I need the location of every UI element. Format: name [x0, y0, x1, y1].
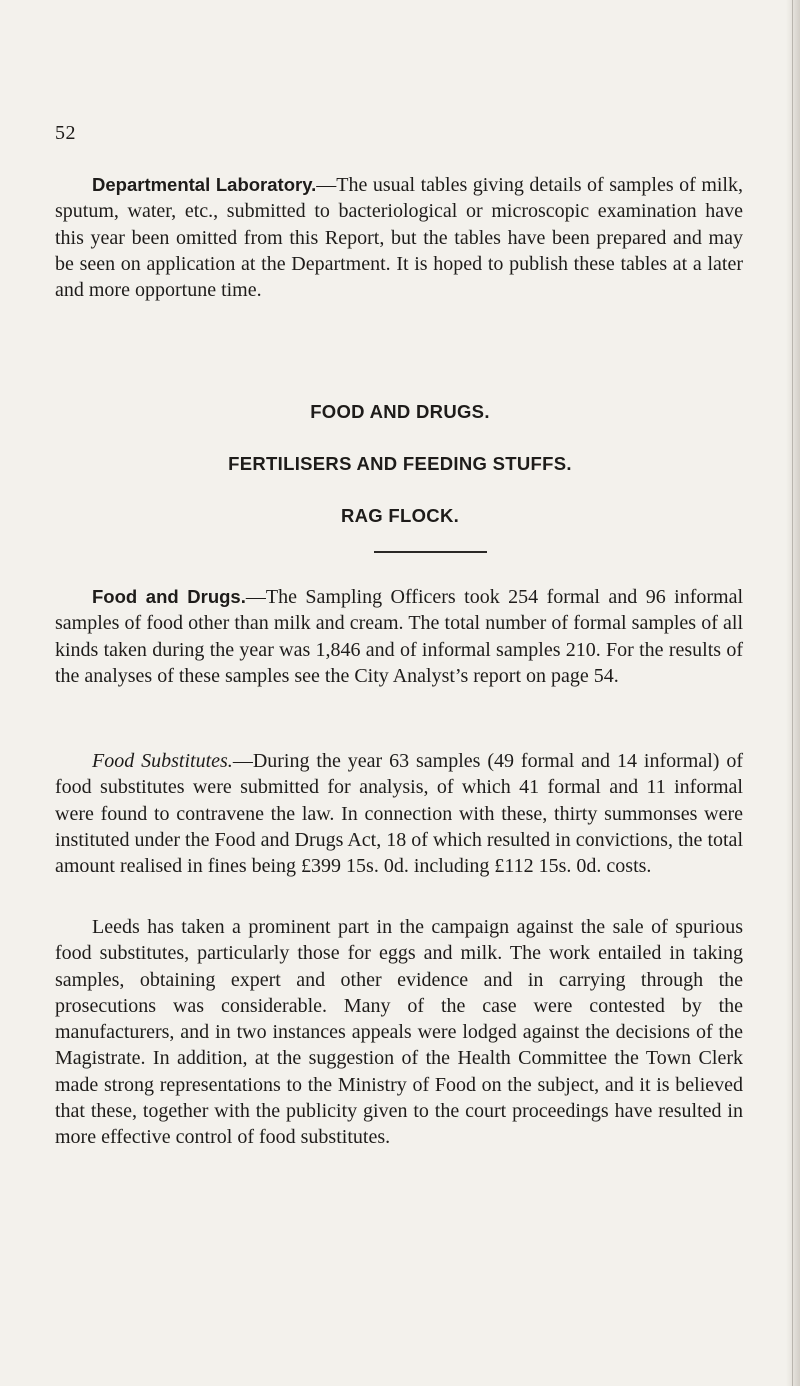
food-substitutes-heading: Food Substitutes.	[92, 750, 233, 772]
page-number: 52	[55, 122, 76, 144]
food-and-drugs-paragraph	[55, 584, 743, 689]
departmental-laboratory-text: —The usual tables giving details of samples of milk, sputum, water, etc., submitted to bacteriological or microscopic examination have this year been omitted from this Report, but the tables have been prepared and may be seen on application at the Department. It is hoped to publish these tables at a later and more opportune time.	[55, 174, 743, 302]
section-title-rag-flock: RAG FLOCK.	[340, 505, 460, 526]
departmental-laboratory-paragraph	[55, 172, 743, 303]
food-and-drugs-heading: Food and Drugs.	[92, 586, 246, 607]
section-title-food-and-drugs: FOOD AND DRUGS.	[310, 401, 490, 422]
section-divider	[374, 551, 487, 553]
leeds-paragraph: Leeds has taken a prominent part in the campaign against the sale of spurious food substitutes, particularly those for eggs and milk. The work entailed in taking samples, obtaining expert and other evidence and in carrying through the prosecutions was considerable. Many of the case were contested by the manufacturers, and in two instances appeals were lodged against the decisions of the Magistrate. In addition, at the suggestion of the Health Committee the Town Clerk made strong representations to the Ministry of Food on the subject, and it is believed that these, together with the publicity given to the court proceedings have resulted in more effective control of food substitutes.	[55, 916, 743, 1149]
page-edge-line	[792, 0, 793, 1386]
food-and-drugs-text: —The Sampling Officers took 254 formal and 96 informal samples of food other than milk and cream. The total number of formal samples of all kinds taken during the year was 1,846 and of informal samples 210. For the results of the analyses of these samples see the City Analyst’s report on page 54.	[55, 586, 744, 687]
food-substitutes-text: —During the year 63 samples (49 formal and 14 informal) of food substitutes were submitted for analysis, of which 41 formal and 11 informal were found to contravene the law. In connection with these, thirty summonses were instituted under the Food and Drugs Act, 18 of which resulted in convictions, the total amount realised in fines being £399 15s. 0d. including £112 15s. 0d. costs.	[55, 750, 743, 878]
section-title-fertilisers: FERTILISERS AND FEEDING STUFFS.	[228, 453, 572, 474]
page-edge-shadow	[786, 0, 800, 1386]
departmental-laboratory-heading: Departmental Laboratory.	[92, 174, 317, 195]
food-substitutes-paragraph	[55, 748, 743, 879]
